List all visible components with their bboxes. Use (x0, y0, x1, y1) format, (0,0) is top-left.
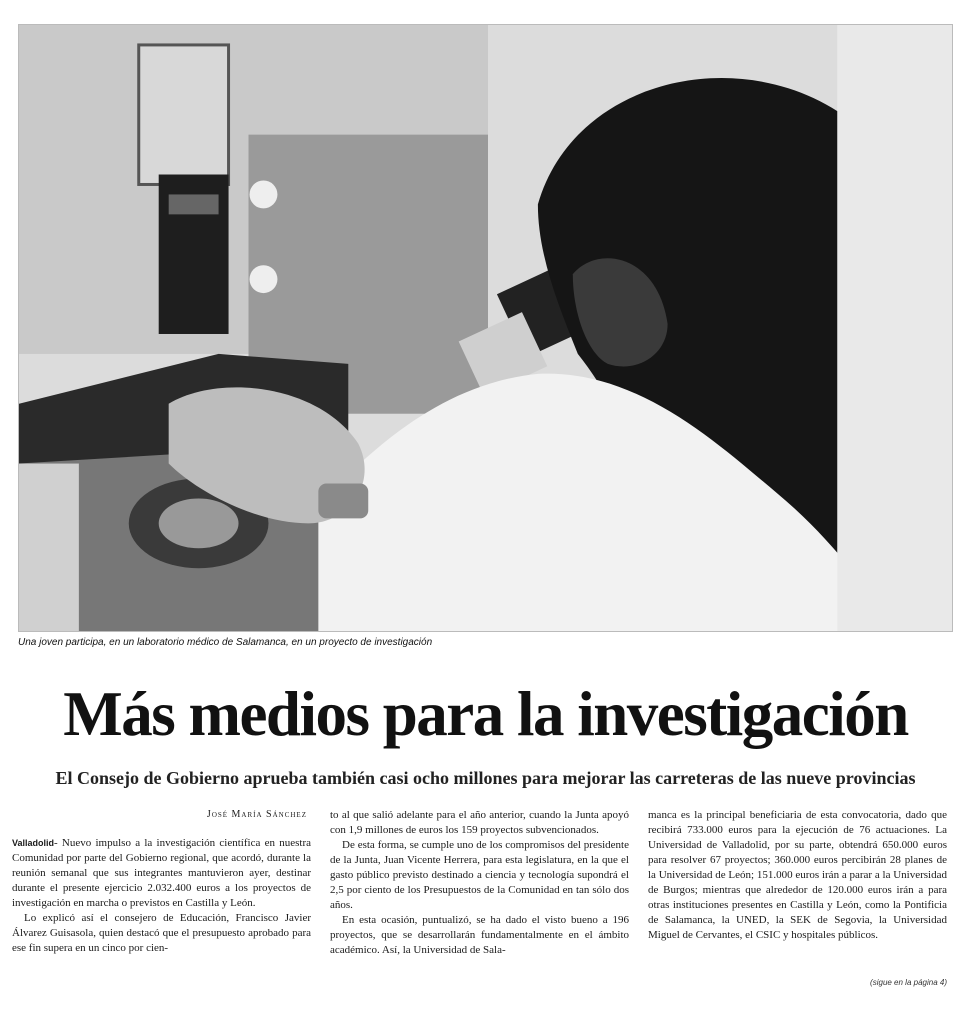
photo-caption: Una joven participa, en un laboratorio médico de Salamanca, en un proyecto de investigación (18, 637, 433, 648)
microscope-lab-photo (19, 25, 952, 631)
article-photo (18, 24, 953, 632)
article-column-3 (648, 808, 947, 943)
article-paragraph: to al que salió adelante para el año anterior, cuando la Junta apoyó con 1,9 millones de euros los 159 proyectos subvencionados. (330, 809, 629, 836)
article-column-2 (330, 808, 629, 958)
article-paragraph (12, 836, 311, 911)
article-paragraph: De esta forma, se cumple uno de los compromisos del presidente de la Junta, Juan Vicente Herrera, para esta legislatura, en la que el gasto público previsto destinado a ciencia y tecnología supondrá el 2,5 por ciento de los Presupuestos de la Comunidad en tan sólo dos años. (330, 839, 629, 911)
article-column-1 (12, 808, 311, 956)
article-byline: José María Sánchez (206, 809, 307, 820)
article-paragraph: manca es la principal beneficiaria de esta convocatoria, dado que recibirá 733.000 euros para la ejecución de 76 actuaciones. La Universidad de Valladolid, por su parte, obtendrá 650.000 euros para resolver 67 proyectos; 360.000 euros percibirán 28 planes de la Universidad de León; 151.000 euros irán a parar a la Universidad de Burgos; mientras que alrededor de 120.000 euros irán a para otras instituciones presentes en Castilla y León, como la Pontificia de Salamanca, la UNED, la SEK de Segovia, la Universidad Miguel de Cervantes, el CSIC y hospitales públicos. (648, 809, 947, 941)
article-subheadline: El Consejo de Gobierno aprueba también casi ocho millones para mejorar las carreteras de las nueve provincias (55, 768, 916, 788)
article-headline: Más medios para la investigación (63, 679, 908, 749)
paragraph-text: - Nuevo impulso a la investigación científica en nuestra Comunidad por parte del Gobierno regional, que acordó, durante la reunión semanal que sus integrantes mantuvieron ayer, destinar durante el presente ejercicio 2.032.400 euros a los proyectos de investigación en marcha o previstos en Castilla y León. (12, 837, 311, 909)
article-paragraph: Lo explicó así el consejero de Educación, Francisco Javier Álvarez Guisasola, quien destacó que el presupuesto aprobado para ese fin supera en un cinco por cien- (12, 912, 311, 954)
dateline-place: Valladolid (12, 838, 55, 848)
continued-note: (sigue en la página 4) (870, 978, 947, 987)
article-paragraph: En esta ocasión, puntualizó, se ha dado el visto bueno a 196 proyectos, que se desarrollarán fundamentalmente en el ámbito académico. Así, la Universidad de Sala- (330, 914, 629, 956)
